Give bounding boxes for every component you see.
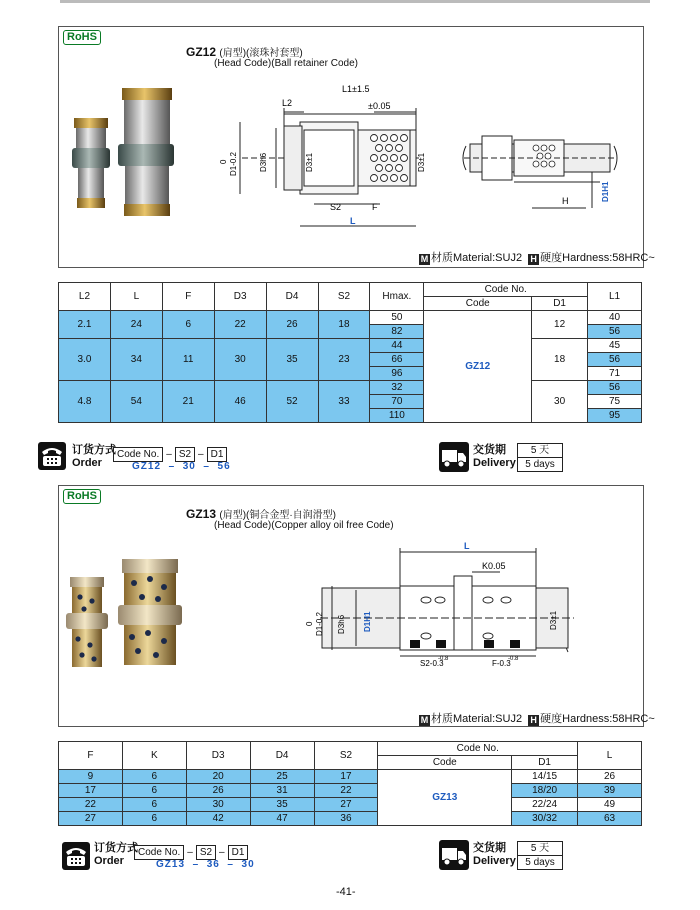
- gz12-th-s2: S2: [318, 283, 370, 311]
- table-cell: 11: [162, 339, 214, 381]
- gz12-subtitle: (Head Code)(Ball retainer Code): [214, 58, 358, 69]
- table-cell: 34: [110, 339, 162, 381]
- gz13-th-s2: S2: [314, 742, 378, 770]
- table-cell: 49: [578, 798, 642, 812]
- gz12-th-code: Code: [424, 297, 532, 311]
- table-row: [59, 770, 642, 784]
- table-cell: 21: [162, 381, 214, 423]
- gz12-dim-l1: L1±1.5: [342, 84, 370, 94]
- table-cell: 24: [110, 311, 162, 339]
- gz13-th-d1: D1: [512, 756, 578, 770]
- table-cell: 18: [532, 339, 588, 381]
- gz12-technical-drawing: [214, 78, 634, 238]
- table-cell: 71: [588, 367, 642, 381]
- table-cell: 6: [122, 798, 186, 812]
- table-cell: 22: [59, 798, 123, 812]
- table-cell: 20: [186, 770, 250, 784]
- table-cell: 26: [578, 770, 642, 784]
- table-cell: 96: [370, 367, 424, 381]
- gz12-material-icon: M: [420, 254, 429, 264]
- table-cell: 30: [532, 381, 588, 423]
- gz13-dim-d3h6: D3h6: [337, 614, 346, 634]
- table-cell: 82: [370, 325, 424, 339]
- page-number: -41-: [336, 886, 356, 898]
- gz12-dim-d3h6: D3h6: [259, 152, 268, 172]
- gz12-th-l: L: [110, 283, 162, 311]
- gz12-th-d4: D4: [266, 283, 318, 311]
- table-cell: 54: [110, 381, 162, 423]
- gz12-order-example: GZ12 – 30 – 56: [132, 461, 231, 472]
- gz13-delivery-cn: 5 天: [517, 841, 563, 856]
- gz12-order-label: 订货方式 Order: [72, 444, 116, 469]
- table-cell: 39: [578, 784, 642, 798]
- gz13-order-example: GZ13 – 36 – 30: [156, 859, 255, 870]
- gz12-order-format: Code No. – S2 – D1: [113, 444, 227, 462]
- gz13-dim-d3: D3±1: [549, 610, 558, 630]
- gz12-dim-l2: L2: [282, 98, 293, 108]
- table-cell: 2.1: [59, 311, 111, 339]
- table-cell: 35: [266, 339, 318, 381]
- order-field-d1: D1: [228, 845, 249, 860]
- phone-icon: [62, 842, 90, 870]
- gz12-th-hmax: Hmax.: [370, 283, 424, 311]
- gz12-code-cell: GZ12: [424, 311, 532, 423]
- table-cell: 40: [588, 311, 642, 325]
- gz12-dim-d0: 0: [219, 159, 228, 164]
- gz12-material-line: M 材质Material:SUJ2 H 硬度Hardness:58HRC~: [420, 252, 655, 264]
- table-cell: 25: [250, 770, 314, 784]
- gz13-th-d3: D3: [186, 742, 250, 770]
- gz12-th-l2: L2: [59, 283, 111, 311]
- gz13-dim-k: K0.05: [482, 561, 506, 571]
- gz13-delivery-label: 交货期 Delivery: [473, 842, 516, 867]
- table-cell: 63: [578, 812, 642, 826]
- gz13-order-label: 订货方式 Order: [94, 842, 138, 867]
- gz13-dim-s2: S2-0.3: [420, 659, 444, 668]
- gz13-technical-drawing: [300, 540, 600, 672]
- table-cell: 95: [588, 409, 642, 423]
- order-field-code: Code No.: [134, 845, 184, 860]
- table-cell: 6: [162, 311, 214, 339]
- gz13-subtitle: (Head Code)(Copper alloy oil free Code): [214, 520, 394, 531]
- gz12-dim-d3-right: D3±1: [417, 152, 426, 172]
- table-cell: 18: [318, 311, 370, 339]
- table-cell: 75: [588, 395, 642, 409]
- table-cell: 44: [370, 339, 424, 353]
- gz13-th-l: L: [578, 742, 642, 770]
- table-cell: 110: [370, 409, 424, 423]
- table-cell: 32: [370, 381, 424, 395]
- table-cell: 35: [250, 798, 314, 812]
- gz12-rohs-badge: RoHS: [63, 30, 101, 45]
- table-cell: 23: [318, 339, 370, 381]
- table-cell: 56: [588, 325, 642, 339]
- gz13-th-f: F: [59, 742, 123, 770]
- gz13-rohs-badge: RoHS: [63, 489, 101, 504]
- table-row: [59, 798, 642, 812]
- gz12-product-photo: [68, 86, 188, 221]
- gz13-order-format: Code No. – S2 – D1: [134, 842, 248, 860]
- phone-icon: [38, 442, 66, 470]
- table-cell: 66: [370, 353, 424, 367]
- table-cell: 3.0: [59, 339, 111, 381]
- gz12-delivery-cn: 5 天: [517, 443, 563, 458]
- table-cell: 26: [186, 784, 250, 798]
- table-cell: 26: [266, 311, 318, 339]
- gz12-th-code-no: Code No.: [424, 283, 588, 297]
- gz13-dim-d0: 0: [305, 621, 314, 626]
- gz12-th-f: F: [162, 283, 214, 311]
- delivery-truck-icon: [439, 442, 469, 472]
- table-cell: 47: [250, 812, 314, 826]
- gz13-dim-f: F-0.3: [492, 659, 511, 668]
- gz12-dim-s2: S2: [330, 202, 342, 212]
- table-cell: 4.8: [59, 381, 111, 423]
- table-cell: 9: [59, 770, 123, 784]
- gz13-th-code: Code: [378, 756, 512, 770]
- table-cell: 30: [214, 339, 266, 381]
- table-cell: 22/24: [512, 798, 578, 812]
- order-field-s2: S2: [196, 845, 216, 860]
- gz13-dim-f-tol: -0.8: [508, 656, 519, 662]
- table-cell: 22: [214, 311, 266, 339]
- gz13-material-line: M 材质Material:SUJ2 H 硬度Hardness:58HRC~: [420, 713, 655, 725]
- table-cell: 17: [314, 770, 378, 784]
- table-cell: 17: [59, 784, 123, 798]
- gz13-th-k: K: [122, 742, 186, 770]
- table-row: [59, 812, 642, 826]
- gz12-delivery-label: 交货期 Delivery: [473, 444, 516, 469]
- gz12-dim-f: F: [372, 202, 378, 212]
- gz12-th-d3: D3: [214, 283, 266, 311]
- gz12-dim-l: L: [350, 216, 356, 226]
- gz12-dim-h: H: [562, 196, 569, 206]
- gz13-dim-d1h1: D1H1: [363, 611, 372, 632]
- table-cell: 50: [370, 311, 424, 325]
- table-cell: 70: [370, 395, 424, 409]
- gz12-th-d1: D1: [532, 297, 588, 311]
- gz12-th-l1: L1: [588, 283, 642, 311]
- table-cell: 52: [266, 381, 318, 423]
- gz12-delivery-en: 5 days: [517, 457, 563, 472]
- table-cell: 18/20: [512, 784, 578, 798]
- gz13-code-cell: GZ13: [378, 770, 512, 826]
- gz12-hardness-icon: H: [528, 254, 539, 265]
- gz12-spec-table: [58, 282, 642, 423]
- gz13-material-icon: M: [420, 715, 429, 725]
- table-cell: 22: [314, 784, 378, 798]
- gz13-spec-table: [58, 741, 642, 826]
- table-cell: 46: [214, 381, 266, 423]
- gz12-dim-d3-left: D3±1: [305, 152, 314, 172]
- table-cell: 45: [588, 339, 642, 353]
- table-cell: 42: [186, 812, 250, 826]
- table-cell: 27: [314, 798, 378, 812]
- table-cell: 30: [186, 798, 250, 812]
- table-cell: 27: [59, 812, 123, 826]
- gz13-delivery-en: 5 days: [517, 855, 563, 870]
- gz13-dim-s2-tol: -0.8: [438, 656, 449, 662]
- gz13-dim-l: L: [464, 541, 470, 551]
- gz12-dim-d1: D1-0.2: [229, 151, 238, 176]
- table-cell: 31: [250, 784, 314, 798]
- gz13-dim-d1: D1-0.2: [315, 611, 324, 636]
- gz12-title: GZ12 (肩型)(滚珠衬套型): [186, 45, 303, 59]
- table-cell: 14/15: [512, 770, 578, 784]
- table-cell: 33: [318, 381, 370, 423]
- gz13-th-code-no: Code No.: [378, 742, 578, 756]
- gz12-dim-d1h1: D1H1: [601, 181, 610, 202]
- table-cell: 6: [122, 784, 186, 798]
- table-cell: 56: [588, 381, 642, 395]
- table-cell: 36: [314, 812, 378, 826]
- gz13-product-photo: [64, 555, 192, 673]
- gz13-title: GZ13 (肩型)(铜合金型·自润滑型): [186, 507, 337, 521]
- table-cell: 6: [122, 812, 186, 826]
- table-cell: 30/32: [512, 812, 578, 826]
- order-field-code: Code No.: [113, 447, 163, 462]
- order-field-s2: S2: [175, 447, 195, 462]
- table-cell: 12: [532, 311, 588, 339]
- table-cell: 56: [588, 353, 642, 367]
- table-cell: 6: [122, 770, 186, 784]
- table-row: [59, 784, 642, 798]
- gz13-th-d4: D4: [250, 742, 314, 770]
- gz13-hardness-icon: H: [528, 715, 539, 726]
- delivery-truck-icon: [439, 840, 469, 870]
- order-field-d1: D1: [207, 447, 228, 462]
- gz12-dim-dev: ±0.05: [368, 101, 391, 111]
- top-rule: [60, 0, 650, 3]
